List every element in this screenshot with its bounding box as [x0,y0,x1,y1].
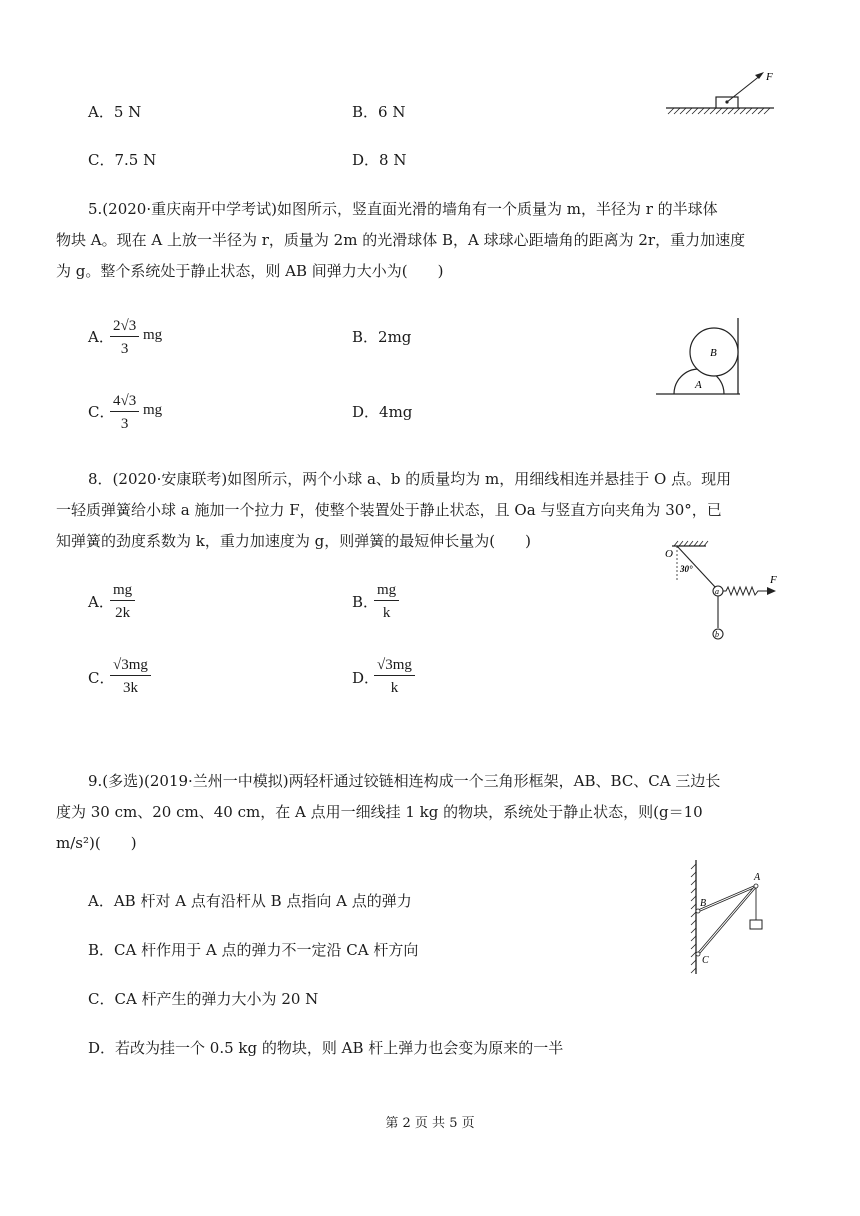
q5-stem [56,194,808,287]
q5-option-c-fraction [110,392,139,434]
q9-option-d: D．若改为挂一个 0.5 kg 的物块，则 AB 杆上弹力也会变为原来的一半 [88,1039,564,1057]
q8-point-o-label: O [665,548,673,560]
q9-point-c-label: C [702,955,709,966]
q5-option-c-denominator: 3 [120,416,129,432]
q5-hemisphere-a-label: A [695,379,702,391]
q9-figure [684,856,774,978]
q8-figure [656,540,786,648]
q9-stem-line1: 9.(多选)(2019·兰州一中模拟)两轻杆通过铰链相连构成一个三角形框架，AB、BC、CA 三边长 [88,772,721,790]
q8-option-a-fraction [110,581,135,623]
q8-option-a-label: A． [88,593,114,611]
q8-option-d-numerator: √3mg [374,656,415,676]
q4-option-b: B．6 N [352,103,406,121]
q8-stem-line1: 8．(2020·安康联考)如图所示，两个小球 a、b 的质量均为 m，用细线相连并悬挂于 O 点。现用 [88,470,732,488]
q8-option-c-label: C． [88,669,115,687]
q4-option-a: A．5 N [88,103,142,121]
q8-option-b-label: B． [352,593,379,611]
q8-ball-b-label: b [715,630,719,639]
q8-option-d-denominator: k [390,680,399,696]
q5-option-c-unit: mg [143,402,163,418]
q4-option-c: C．7.5 N [88,151,157,169]
q8-option-c-numerator: √3mg [110,656,151,676]
q5-option-a-denominator: 3 [120,341,129,357]
q8-option-c-fraction [110,656,151,698]
q8-ball-a-label: a [715,587,719,596]
q9-option-c: C．CA 杆产生的弹力大小为 20 N [88,990,319,1008]
q5-option-a-label: A． [88,328,114,346]
q5-option-b: B．2mg [352,328,412,346]
q9-stem-line2: 度为 30 cm、20 cm、40 cm，在 A 点用一细线挂 1 kg 的物块，系统处于静止状态，则(g＝10 [56,803,703,821]
q8-stem-line2: 一轻质弹簧给小球 a 施加一个拉力 F，使整个装置处于静止状态，且 Oa 与竖直方向夹角为 30°，已 [56,501,722,519]
q9-point-a-label: A [754,872,761,883]
q5-stem-line3: 为 g。整个系统处于静止状态，则 AB 间弹力大小为( ) [56,262,444,280]
q8-option-d-label: D． [352,669,380,687]
q9-option-b: B．CA 杆作用于 A 点的弹力不一定沿 CA 杆方向 [88,941,419,959]
q8-option-b-denominator: k [382,605,391,621]
q9-stem [56,766,808,859]
q4-force-label: F [766,71,773,83]
q8-option-b-numerator: mg [374,581,399,601]
q5-option-a-unit: mg [143,327,163,343]
page-footer: 第 2 页 共 5 页 [385,1116,475,1131]
q5-option-a-numerator: 2√3 [110,317,139,337]
q8-option-a-numerator: mg [110,581,135,601]
q4-option-d: D．8 N [352,151,407,169]
q8-option-b-fraction [374,581,399,623]
q5-stem-line1: 5.(2020·重庆南开中学考试)如图所示，竖直面光滑的墙角有一个质量为 m，半径为 r 的半球体 [88,200,718,218]
q8-option-a-denominator: 2k [115,605,131,621]
q8-stem-line3: 知弹簧的劲度系数为 k，重力加速度为 g，则弹簧的最短伸长量为( ) [56,532,531,550]
q8-option-c-denominator: 3k [122,680,138,696]
q5-option-c-label: C． [88,403,115,421]
q9-option-a: A．AB 杆对 A 点有沿杆从 B 点指向 A 点的弹力 [88,892,412,910]
q4-figure [660,66,780,120]
q5-ball-b-label: B [710,347,717,359]
q8-angle-label: 30° [680,564,693,574]
q5-stem-line2: 物块 A。现在 A 上放一半径为 r，质量为 2m 的光滑球体 B，A 球球心距墙角的距离为 2r，重力加速度 [56,231,746,249]
q5-option-a-fraction [110,317,139,359]
q8-option-d-fraction [374,656,415,698]
q5-option-c-numerator: 4√3 [110,392,139,412]
q9-point-b-label: B [700,898,707,909]
q5-option-d: D．4mg [352,403,413,421]
q5-figure [650,312,746,398]
q8-force-label: F [770,574,777,586]
q9-stem-line3: m/s²)( ) [56,834,137,852]
